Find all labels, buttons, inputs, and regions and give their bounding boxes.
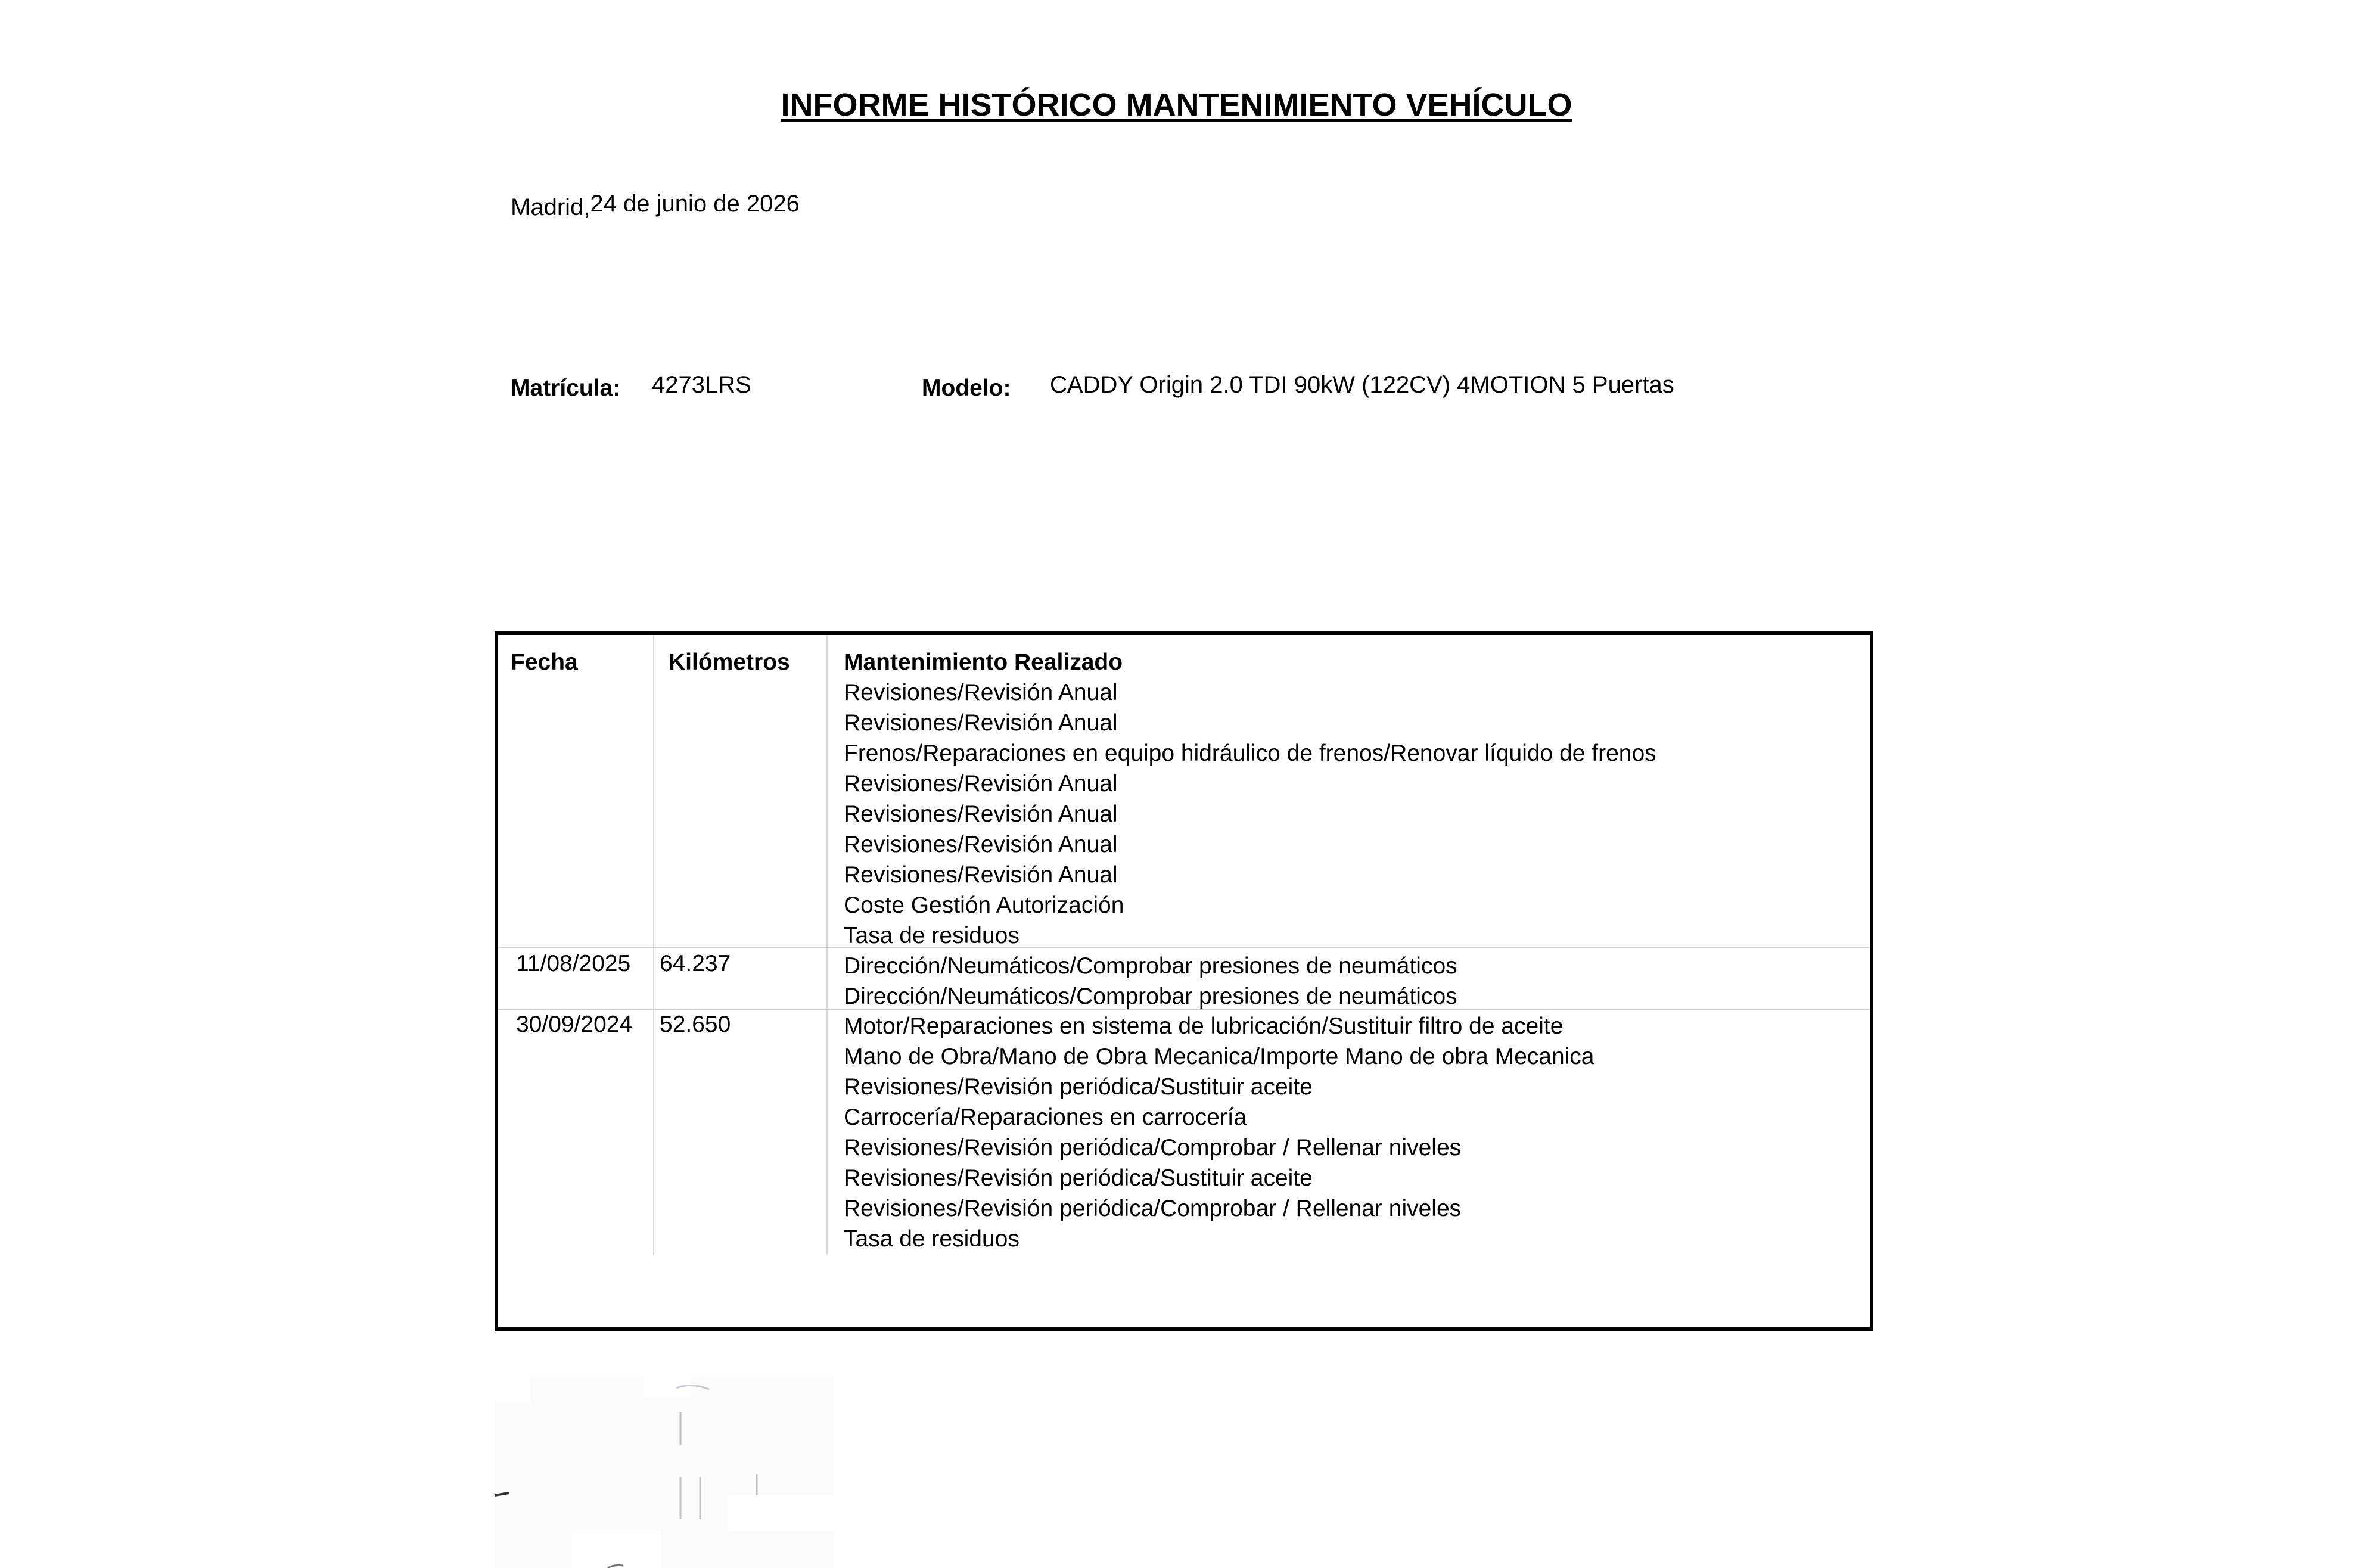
row-date: 30/09/2024 xyxy=(516,1012,633,1037)
header-date: Fecha xyxy=(511,649,578,675)
report-date: 24 de junio de 2026 xyxy=(590,191,800,217)
list-item: Revisiones/Revisión periódica/Sustituir aceite xyxy=(844,1165,1313,1191)
list-item: Revisiones/Revisión Anual xyxy=(844,801,1118,827)
column-divider-1 xyxy=(653,635,654,1255)
header-km: Kilómetros xyxy=(669,649,790,675)
list-item: Motor/Reparaciones en sistema de lubricación/Sustituir filtro de aceite xyxy=(844,1013,1564,1039)
list-item: Revisiones/Revisión periódica/Comprobar / Rellenar niveles xyxy=(844,1196,1462,1221)
list-item: Frenos/Reparaciones en equipo hidráulico de frenos/Renovar líquido de frenos xyxy=(844,741,1656,766)
list-item: Revisiones/Revisión Anual xyxy=(844,710,1118,736)
list-item: Revisiones/Revisión Anual xyxy=(844,862,1118,888)
list-item: Revisiones/Revisión periódica/Comprobar / Rellenar niveles xyxy=(844,1135,1462,1161)
work-list xyxy=(844,1011,1594,1254)
work-list xyxy=(844,951,1457,1012)
list-item: Revisiones/Revisión Anual xyxy=(844,771,1118,797)
plate-value: 4273LRS xyxy=(652,372,751,398)
list-item: Dirección/Neumáticos/Comprobar presiones de neumáticos xyxy=(844,953,1457,979)
list-item: Revisiones/Revisión Anual xyxy=(844,832,1118,857)
list-item: Mano de Obra/Mano de Obra Mecanica/Importe Mano de obra Mecanica xyxy=(844,1044,1594,1069)
stamp-image xyxy=(495,1376,834,1568)
list-item: Tasa de residuos xyxy=(844,1226,1019,1252)
plate-label: Matrícula: xyxy=(511,375,621,401)
place-date xyxy=(511,191,800,220)
model-label: Modelo: xyxy=(922,375,1011,401)
column-divider-2 xyxy=(826,635,828,1255)
header-work: Mantenimiento Realizado xyxy=(844,649,1123,675)
list-item: Dirección/Neumáticos/Comprobar presiones de neumáticos xyxy=(844,984,1457,1009)
list-item: Tasa de residuos xyxy=(844,923,1019,948)
list-item: Revisiones/Revisión Anual xyxy=(844,680,1118,705)
row-km: 52.650 xyxy=(660,1012,731,1037)
model-value: CADDY Origin 2.0 TDI 90kW (122CV) 4MOTION 5 Puertas xyxy=(1050,372,1674,398)
row-date: 11/08/2025 xyxy=(516,951,631,976)
list-item: Coste Gestión Autorización xyxy=(844,892,1124,918)
list-item: Carrocería/Reparaciones en carrocería xyxy=(844,1105,1247,1130)
work-list xyxy=(844,677,1656,951)
row-km: 64.237 xyxy=(660,951,731,976)
document-title: INFORME HISTÓRICO MANTENIMIENTO VEHÍCULO xyxy=(781,87,1572,123)
city: Madrid, xyxy=(511,194,590,220)
list-item: Revisiones/Revisión periódica/Sustituir aceite xyxy=(844,1074,1313,1100)
